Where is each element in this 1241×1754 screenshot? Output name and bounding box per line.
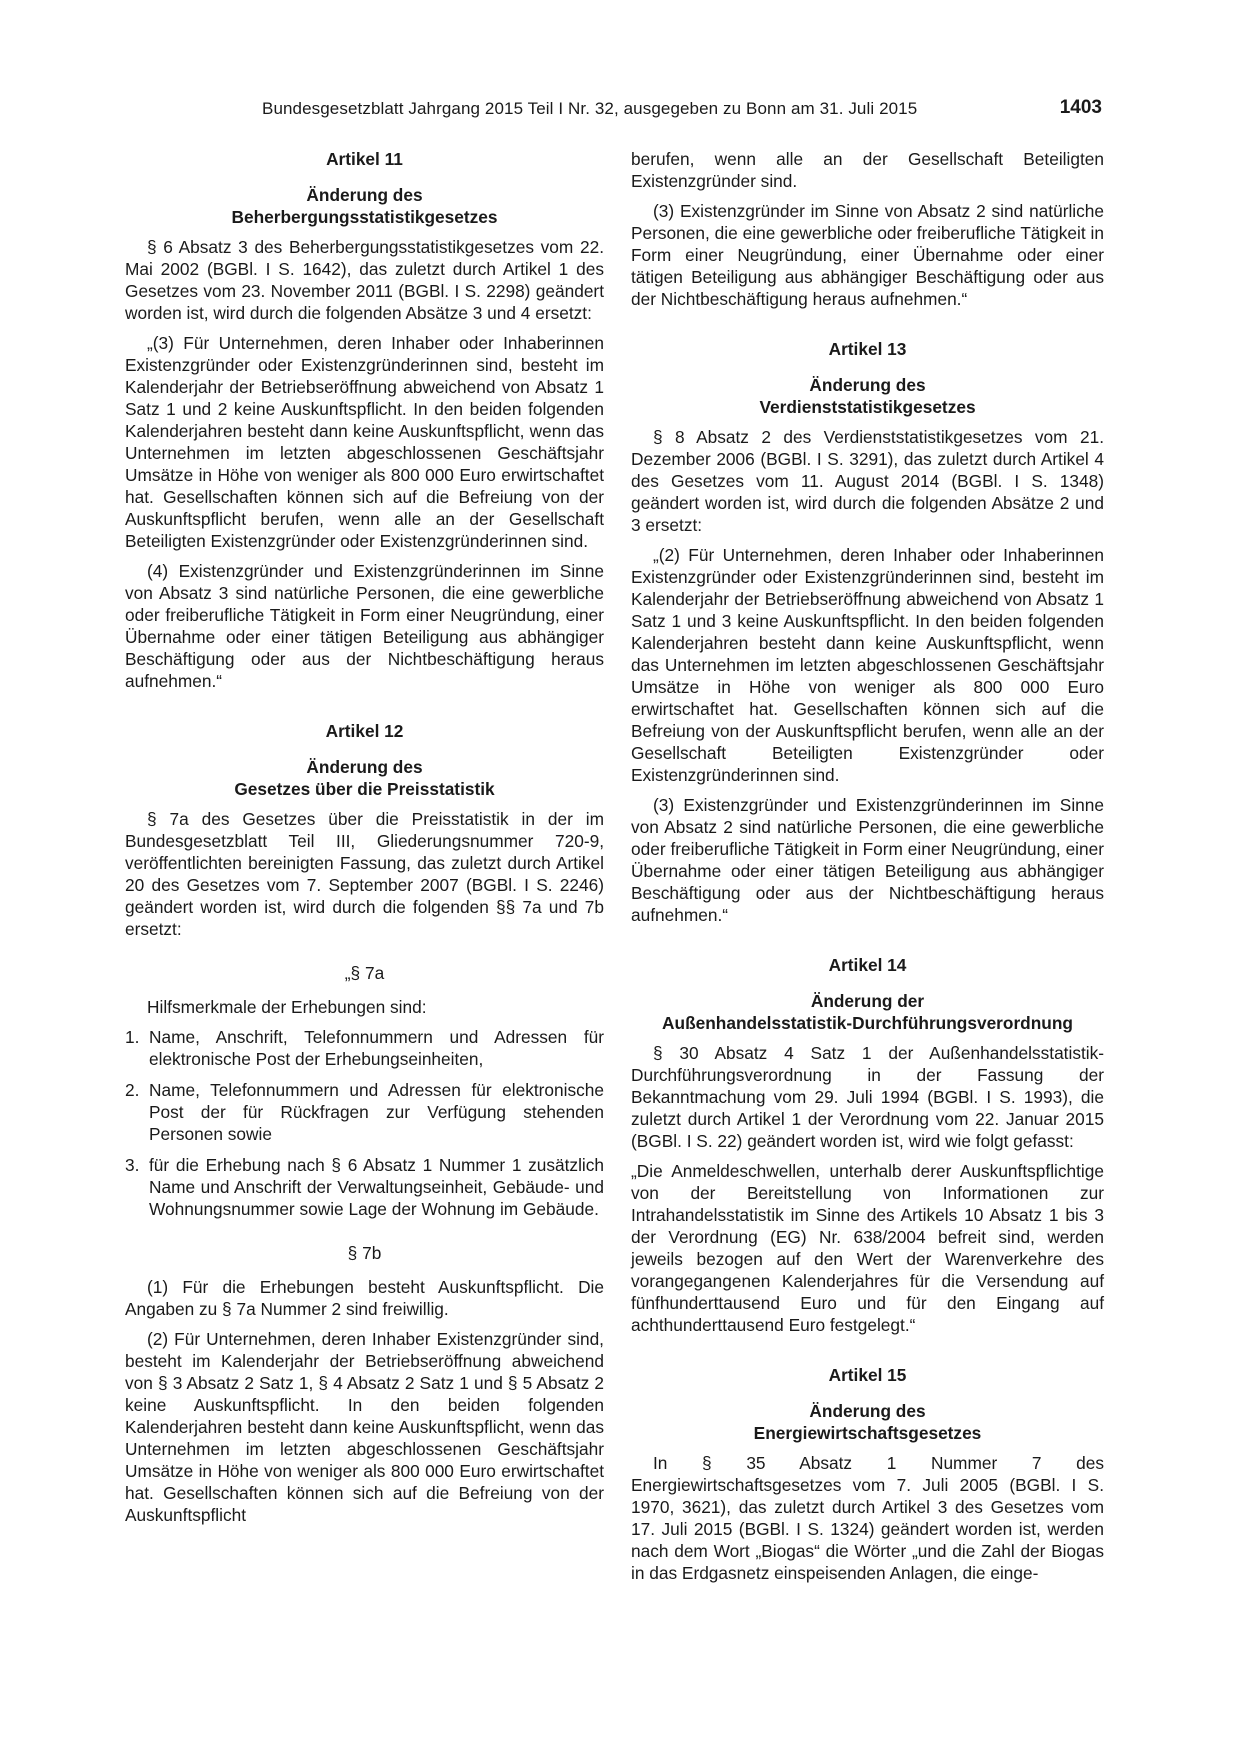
list-item xyxy=(125,1154,604,1220)
article-intro: § 30 Absatz 4 Satz 1 der Außenhandelsstatistik-Durchführungsverordnung in der Fassung der Bekanntmachung vom 29. Juli 1994 (BGBl. I S. 1993), die zuletzt durch Artikel 1 der Verordnung vom 22. Januar 2015 (BGBl. I S. 22) geändert worden ist, wird wie folgt gefasst: xyxy=(631,1043,1104,1151)
article-12-continued xyxy=(631,148,1104,310)
article-title xyxy=(125,756,604,800)
section-heading-7b: § 7b xyxy=(347,1243,382,1263)
article-title-line: Änderung des xyxy=(809,375,926,395)
article-title-line: Änderung des xyxy=(306,185,423,205)
article-intro: § 6 Absatz 3 des Beherbergungsstatistikgesetzes vom 22. Mai 2002 (BGBl. I S. 1642), das zuletzt durch Artikel 1 des Gesetzes vom 23. November 2011 (BGBl. I S. 2298) geändert worden ist, wird durch die folgenden Absätze 3 und 4 ersetzt: xyxy=(125,237,604,323)
list-text: Name, Telefonnummern und Adressen für elektronische Post der für Rückfragen zur Verfügung stehenden Personen sowie xyxy=(149,1080,604,1144)
article-label: Artikel 11 xyxy=(326,149,403,169)
gazette-title: Bundesgesetzblatt Jahrgang 2015 Teil I Nr. 32, ausgegeben zu Bonn am 31. Juli 2015 xyxy=(262,99,918,118)
article-intro: § 8 Absatz 2 des Verdienststatistikgesetzes vom 21. Dezember 2006 (BGBl. I S. 3291), das zuletzt durch Artikel 4 des Gesetzes vom 11. August 2014 (BGBl. I S. 1348) geändert worden ist, wird durch die folgenden Absätze 2 und 3 ersetzt: xyxy=(631,427,1104,535)
article-14 xyxy=(631,954,1104,1336)
article-title-line: Außenhandelsstatistik-Durchführungsverordnung xyxy=(662,1013,1073,1033)
section-heading-7a: „§ 7a xyxy=(344,963,385,983)
article-title xyxy=(631,990,1104,1034)
article-title-line: Beherbergungsstatistikgesetzes xyxy=(231,207,498,227)
article-title-line: Energiewirtschaftsgesetzes xyxy=(753,1423,982,1443)
list-text: Name, Anschrift, Telefonnummern und Adressen für elektronische Post der Erhebungseinheiten, xyxy=(149,1027,604,1069)
paragraph-absatz-3: (3) Existenzgründer im Sinne von Absatz 2 sind natürliche Personen, die eine gewerbliche oder freiberufliche Tätigkeit in Form einer Neugründung, einer Übernahme oder einer tätigen Beteiligung aus abhängiger Beschäftigung oder aus der Nichtbeschäftigung heraus aufnehmen.“ xyxy=(631,201,1104,309)
page-number: 1403 xyxy=(1059,97,1102,118)
article-intro: § 7a des Gesetzes über die Preisstatistik in der im Bundesgesetzblatt Teil III, Gliederungsnummer 720-9, veröffentlichten bereinigten Fassung, das zuletzt durch Artikel 20 des Gesetzes vom 7. September 2007 (BGBl. I S. 2246) geändert worden ist, wird durch die folgenden §§ 7a und 7b ersetzt: xyxy=(125,809,604,939)
quoted-text: „Die Anmeldeschwellen, unterhalb derer Auskunftspflichtige von der Bereitstellung von Informationen zur Intrahandelsstatistik im Sinne des Artikels 10 Absatz 1 bis 3 der Verordnung (EG) Nr. 638/2004 befreit sind, werden jeweils bezogen auf den Wert der Warenverkehre des vorangegangenen Kalenderjahres für die Versendung auf fünfhunderttausend Euro und für den Eingang auf achthunderttausend Euro festgelegt.“ xyxy=(631,1161,1104,1335)
list-number: 2. xyxy=(125,1080,140,1100)
right-column xyxy=(631,148,1104,1592)
article-title xyxy=(631,1400,1104,1444)
article-title xyxy=(125,184,604,228)
article-title xyxy=(631,374,1104,418)
article-12 xyxy=(125,720,604,1526)
paragraph-absatz-3: „(3) Für Unternehmen, deren Inhaber oder Inhaberinnen Existenzgründer oder Existenzgründerinnen sind, besteht im Kalenderjahr der Betriebseröffnung abweichend von Absatz 1 Satz 1 und 2 keine Auskunftspflicht. In den beiden folgenden Kalenderjahren besteht dann keine Auskunftspflicht, wenn das Unternehmen im letzten abgeschlossenen Geschäftsjahr Umsätze in Höhe von weniger als 800 000 Euro erwirtschaftet hat. Gesellschaften können sich auf die Befreiung von der Auskunftspflicht berufen, wenn alle an der Gesellschaft Beteiligten Existenzgründer oder Existenzgründerinnen sind. xyxy=(125,333,604,551)
paragraph-absatz-4: (4) Existenzgründer und Existenzgründerinnen im Sinne von Absatz 3 sind natürliche Personen, die eine gewerbliche oder freiberufliche Tätigkeit in Form einer Neugründung, einer Übernahme oder einer tätigen Beteiligung aus abhängiger Beschäftigung oder aus der Nichtbeschäftigung heraus aufnehmen.“ xyxy=(125,561,604,691)
left-column xyxy=(125,148,604,1534)
article-intro: In § 35 Absatz 1 Nummer 7 des Energiewirtschaftsgesetzes vom 7. Juli 2005 (BGBl. I S. 1970, 3621), das zuletzt durch Artikel 3 des Gesetzes vom 17. Juli 2015 (BGBl. I S. 1324) geändert worden ist, werden nach dem Wort „Biogas“ die Wörter „und die Zahl der Biogas in das Erdgasnetz einspeisenden Anlagen, die einge- xyxy=(631,1453,1104,1583)
list-item xyxy=(125,1079,604,1145)
list-number: 1. xyxy=(125,1027,140,1047)
article-11 xyxy=(125,148,604,692)
article-label: Artikel 12 xyxy=(325,721,404,741)
article-15 xyxy=(631,1364,1104,1584)
article-label: Artikel 14 xyxy=(828,955,907,975)
paragraph-absatz-2: „(2) Für Unternehmen, deren Inhaber oder Inhaberinnen Existenzgründer oder Existenzgründerinnen sind, besteht im Kalenderjahr der Betriebseröffnung abweichend von Absatz 1 Satz 1 und 3 keine Auskunftspflicht. In den beiden folgenden Kalenderjahren besteht dann keine Auskunftspflicht, wenn das Unternehmen im letzten abgeschlossenen Geschäftsjahr Umsätze in Höhe von weniger als 800 000 Euro erwirtschaftet hat. Gesellschaften können sich auf die Befreiung von der Auskunftspflicht berufen, wenn alle an der Gesellschaft Beteiligten Existenzgründer oder Existenzgründerinnen sind. xyxy=(631,545,1104,785)
article-title-line: Änderung des xyxy=(306,757,423,777)
article-label: Artikel 15 xyxy=(828,1365,907,1385)
article-title-line: Änderung der xyxy=(810,991,925,1011)
list-item xyxy=(125,1026,604,1070)
section-lead: Hilfsmerkmale der Erhebungen sind: xyxy=(147,997,427,1017)
article-title-line: Änderung des xyxy=(809,1401,926,1421)
article-label: Artikel 13 xyxy=(828,339,907,359)
list-number: 3. xyxy=(125,1155,140,1175)
numbered-list xyxy=(125,1026,604,1220)
list-text: für die Erhebung nach § 6 Absatz 1 Nummer 1 zusätzlich Name und Anschrift der Verwaltungseinheit, Gebäude- und Wohnungsnummer sowie Lage der Wohnung im Gebäude. xyxy=(149,1155,604,1219)
paragraph-absatz-2: (2) Für Unternehmen, deren Inhaber Existenzgründer sind, besteht im Kalenderjahr der Betriebseröffnung abweichend von § 3 Absatz 2 Satz 1, § 4 Absatz 2 Satz 1 und § 5 Absatz 2 keine Auskunftspflicht. In den beiden folgenden Kalenderjahren besteht dann keine Auskunftspflicht, wenn das Unternehmen im letzten abgeschlossenen Geschäftsjahr Umsätze in Höhe von weniger als 800 000 Euro erwirtschaftet hat. Gesellschaften können sich auf die Befreiung von der Auskunftspflicht xyxy=(125,1329,604,1525)
paragraph-continuation: berufen, wenn alle an der Gesellschaft Beteiligten Existenzgründer sind. xyxy=(631,149,1104,191)
article-title-line: Verdienststatistikgesetzes xyxy=(759,397,976,417)
paragraph-absatz-3: (3) Existenzgründer und Existenzgründerinnen im Sinne von Absatz 2 sind natürliche Personen, die eine gewerbliche oder freiberufliche Tätigkeit in Form einer Neugründung, einer Übernahme oder einer tätigen Beteiligung aus abhängiger Beschäftigung oder aus der Nichtbeschäftigung heraus aufnehmen.“ xyxy=(631,795,1104,925)
article-13 xyxy=(631,338,1104,926)
article-title-line: Gesetzes über die Preisstatistik xyxy=(234,779,495,799)
page-header xyxy=(262,99,1102,125)
paragraph-absatz-1: (1) Für die Erhebungen besteht Auskunftspflicht. Die Angaben zu § 7a Nummer 2 sind freiwillig. xyxy=(125,1277,604,1319)
